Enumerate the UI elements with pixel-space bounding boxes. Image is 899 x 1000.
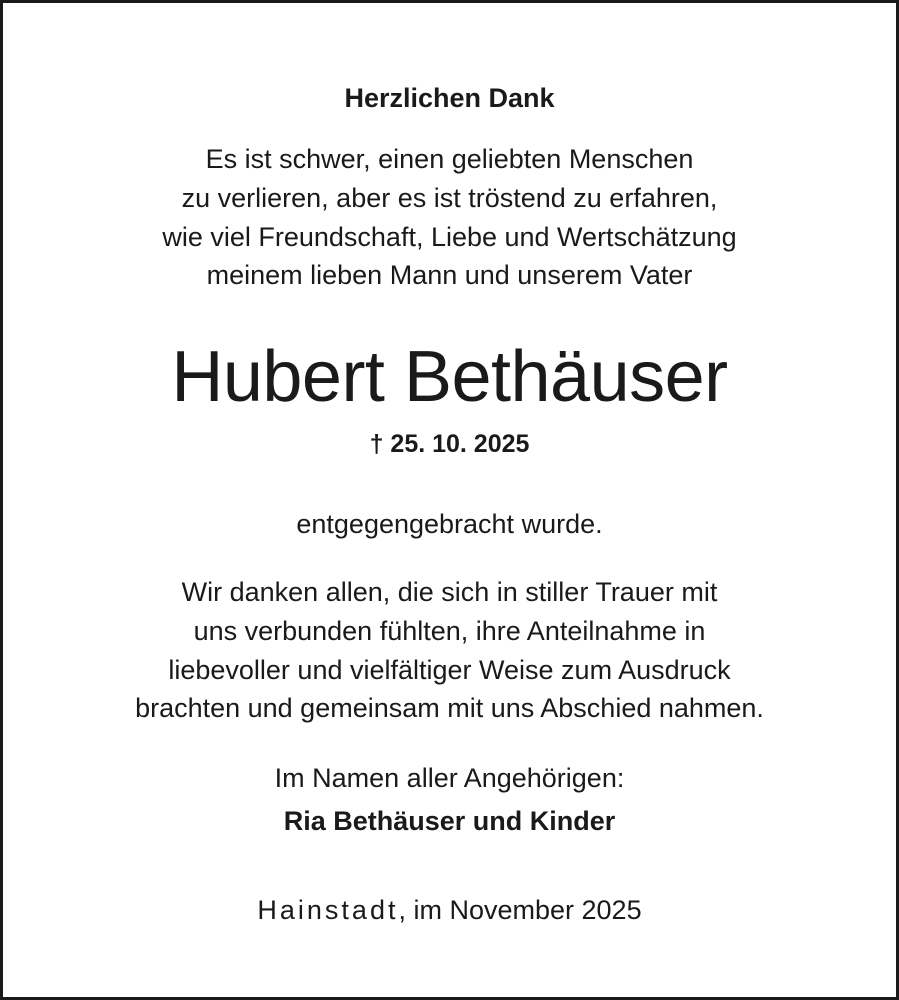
intro-line-2: zu verlieren, aber es ist tröstend zu erfahren, bbox=[181, 183, 718, 213]
thanks-line-2: uns verbunden fühlten, ihre Anteilnahme in bbox=[193, 616, 706, 646]
place-date: , im November 2025 bbox=[398, 895, 642, 925]
thanks-line-3: liebevoller und vielfältiger Weise zum Ausdruck bbox=[168, 655, 731, 685]
thanks-line-4: brachten und gemeinsam mit uns Abschied nahmen. bbox=[135, 693, 764, 723]
death-date: † 25. 10. 2025 bbox=[369, 430, 530, 458]
deceased-name: Hubert Bethäuser bbox=[171, 337, 728, 417]
intro-line-1: Es ist schwer, einen geliebten Menschen bbox=[205, 144, 694, 174]
continuation-line: entgegengebracht wurde. bbox=[296, 509, 603, 539]
place-name: Hainstadt bbox=[257, 895, 399, 925]
card-heading: Herzlichen Dank bbox=[344, 83, 555, 113]
thanks-line-1: Wir danken allen, die sich in stiller Trauer mit bbox=[181, 577, 718, 607]
intro-line-3: wie viel Freundschaft, Liebe und Wertschätzung bbox=[162, 222, 737, 252]
place-date-line bbox=[3, 895, 896, 926]
intro-line-4: meinem lieben Mann und unserem Vater bbox=[206, 260, 693, 290]
signature: Ria Bethäuser und Kinder bbox=[283, 806, 616, 836]
on-behalf-line: Im Namen aller Angehörigen: bbox=[274, 763, 625, 793]
